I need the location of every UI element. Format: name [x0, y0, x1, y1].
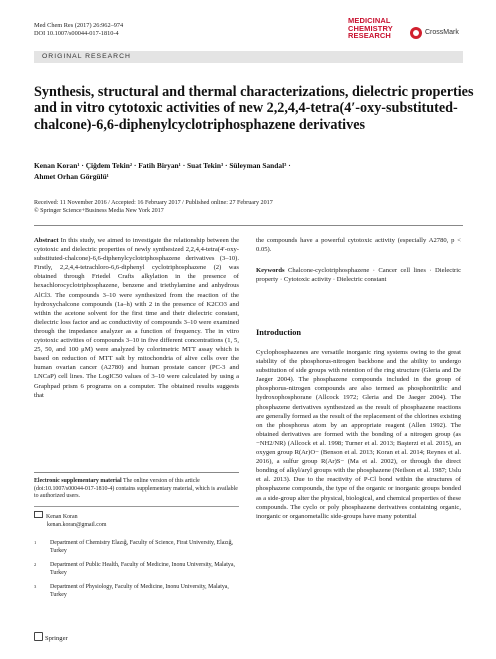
affiliation-2	[34, 562, 239, 580]
introduction-text: Cyclophosphazenes are versatile inorganic ring systems owing to the great stability of the phosphorus-nitrogen backbone and the ability to undergo substitution of side groups with retention of the ring structure (Gleria and De Jaeger 2004). The phosphazene compounds included in the group of phosphorus-nitrogen compounds are also termed as phosphonitrilic and hydroxophosphorane (Allcock 1972; Gleria and De Jaeger 2004). The phosphazene derivatives synthesized as the result of phosphazene reactions are generally formed as the result of the replacement of the chlorines existing on the phosphorus atom by an appropriate reagent (Allen 1992). The obtained derivatives are formed with the bonding of a nitrogen group (as −NH2/NR) (Allcock et al. 1998; Turner et al. 2013; Başterzi et al. 2015), an oxygen group R(Ar)O− (Benson et al. 2013; Koran et al. 2014; Reynes et al. 2016), a sulfur group R(Ar)S− (Ma et al. 2002), or through the direct bonding of alkyl/aryl groups with the phosphazene (Neilson et al. 1987; Uslu et al. 2013). Due to the reactivity of P-Cl bond within the structures of phosphazene compounds, the type of the organic or inorganic groups bonded as a side-group alter the physical, biological, and chemical properties of these compounds. The cyclo or poly phosphazene derivatives containing organic, inorganic or organometallic side-groups have many potential	[256, 349, 461, 520]
springer-logo-icon	[34, 632, 43, 641]
copyright-line: © Springer Science+Business Media New York 2017	[34, 208, 164, 214]
author-line-2: Ahmet Orhan Görgülü¹	[34, 172, 109, 181]
logo-line-2: CHEMISTRY	[348, 23, 393, 33]
affiliation-text: Department of Public Health, Faculty of Medicine, Inonu University, Malatya, Turkey	[50, 562, 235, 576]
esm-text[interactable]: The online version of this article (doi:10.1007/s00044-017-1810-4) contains supplementary material, which is available to authorized users.	[34, 478, 238, 500]
logo-text	[348, 17, 393, 40]
publisher-name: Springer	[45, 635, 68, 642]
keywords-label: Keywords	[256, 267, 285, 274]
introduction-heading: Introduction	[256, 328, 302, 337]
contact-email[interactable]: kenan.koran@gmail.com	[47, 521, 107, 528]
abstract-text: In this study, we aimed to investigate the relationship between the cytotoxic and dielectric properties of newly synthesized 2,2,4,4-tetra(4′-oxy-substituted-chalcone)-6,6-diphenylcyclotriphosphazene derivatives (3–10). Firstly, 2,2,4,4-tetrachloro-6,6-diphenyl cyclotriphosphazene (2) was obtained through Friedel Crafts alkylation in the presence of hexachlorocyclotriphosphazene, benzene and triethylamine and anhydrous AlCl3. The compounds 3–10 were synthesized from the reaction of the hydroxychalcone compounds (1a–h) with 2 in the presence of K2CO3 and within the acetone solvent for the first time and their dielectric constant, dielectric loss factor and ac conductivity of compounds 3–10 were examined through the impedance analyzer as a function of frequency. The in vitro cytotoxic activities of compounds 3–10 in five different concentrations (1, 5, 25, 50, and 100 μM) were analyzed by colorimetric MTT assay which is based on reduction of MTT salt by mitochondria of alive cells over the human ovarian cancer (A2780) and human prostate cancer (PC-3 and LNCaP) cell lines. The LogIC50 values of 3–10 were calculated by using a Graphpad prism 6 programs on a computer. The obtained results suggests that	[34, 237, 240, 399]
logo-line-3: RESEARCH	[348, 31, 391, 41]
affiliation-3	[34, 584, 239, 602]
affiliation-number: 2	[34, 562, 37, 567]
divider	[34, 225, 463, 226]
section-bar	[34, 51, 463, 63]
logo-line-1: MEDICINAL	[348, 16, 391, 25]
article-title: Synthesis, structural and thermal characterizations, dielectric properties and in vitro cytotoxic activities of new 2,2,4,4-tetra(4′-oxy-substituted-chalcone)-6,6-diphenylcyclotriphosphazene derivatives	[34, 84, 474, 133]
doi-line[interactable]: DOI 10.1007/s00044-017-1810-4	[34, 30, 119, 37]
esm-label: Electronic supplementary material	[34, 478, 122, 484]
abstract	[34, 236, 239, 400]
contact-name: Kenan Koran	[46, 514, 78, 520]
author-list	[34, 160, 454, 182]
crossmark-label: CrossMark	[425, 29, 459, 36]
page-footer	[34, 632, 68, 642]
contact-divider	[34, 506, 239, 507]
affiliation-text: Department of Chemistry Elazığ, Faculty of Science, Firat University, Elazığ, Turkey	[50, 540, 233, 554]
footnote-divider	[34, 472, 239, 473]
author-line-1: Kenan Koran¹ · Çiğdem Tekin² · Fatih Biryan¹ · Suat Tekin³ · Süleyman Sandal³ ·	[34, 161, 291, 170]
affiliation-number: 3	[34, 584, 37, 589]
dates-line: Received: 11 November 2016 / Accepted: 16 February 2017 / Published online: 27 February 2017	[34, 200, 273, 206]
affiliation-number: 1	[34, 540, 37, 545]
journal-citation: Med Chem Res (2017) 26:962–974	[34, 22, 124, 29]
section-label: ORIGINAL RESEARCH	[42, 53, 131, 60]
publication-dates	[34, 199, 454, 215]
crossmark-icon	[410, 27, 422, 39]
abstract-label: Abstract	[34, 237, 59, 244]
affiliation-text: Department of Physiology, Faculty of Medicine, Inonu University, Malatya, Turkey	[50, 584, 229, 598]
keywords	[256, 266, 461, 284]
corresponding-author	[34, 511, 239, 529]
affiliation-1	[34, 540, 239, 558]
supplementary-note	[34, 478, 239, 501]
journal-logo	[348, 17, 468, 49]
abstract-continued: the compounds have a powerful cytotoxic activity (especially A2780, p < 0.05).	[256, 237, 461, 254]
envelope-icon	[34, 511, 43, 518]
keywords-text: Chalcone-cyclotriphosphazene · Cancer cell lines · Dielectric property · Cytotoxic activity · Dielectric constant	[256, 267, 461, 284]
journal-header	[34, 22, 123, 38]
crossmark-badge[interactable]	[410, 27, 462, 41]
